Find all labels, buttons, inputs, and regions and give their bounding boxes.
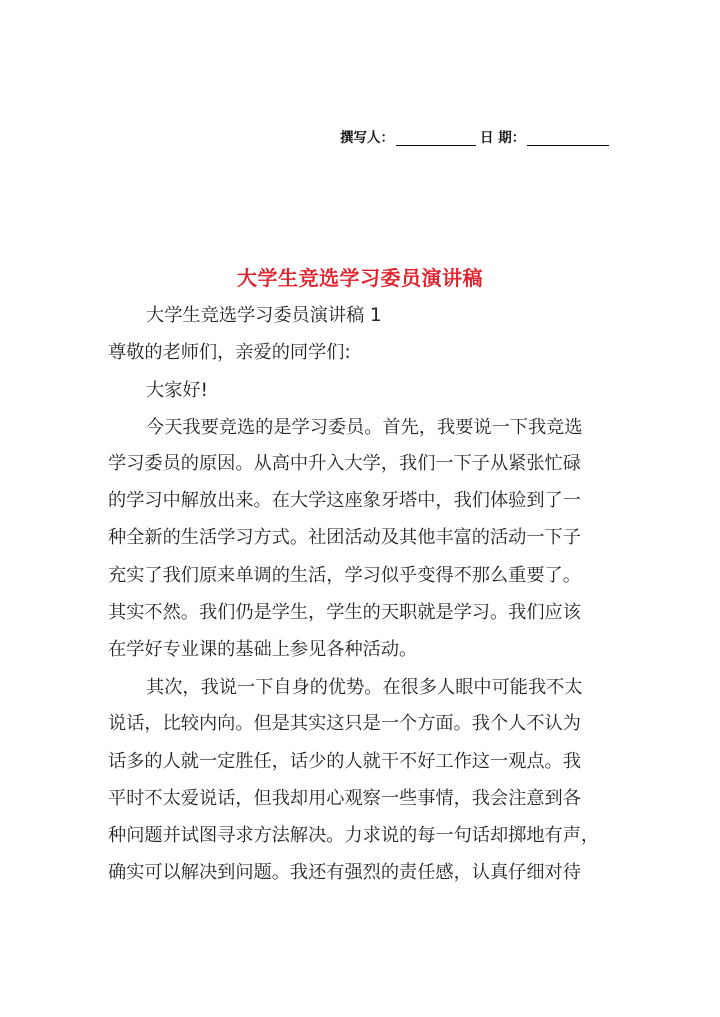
paragraph-line: 种全新的生活学习方式。社团活动及其他丰富的活动一下子 [108, 527, 581, 548]
paragraph-line: 其实不然。我们仍是学生，学生的天职就是学习。我们应该 [108, 602, 581, 623]
author-blank-line [396, 131, 476, 146]
paragraph-line: 说话，比较内向。但是其实这只是一个方面。我个人不认为 [108, 713, 581, 734]
paragraph-line: 确实可以解决到问题。我还有强烈的责任感，认真仔细对待 [108, 862, 581, 883]
paragraph-line: 今天我要竞选的是学习委员。首先，我要说一下我竞选 [146, 417, 583, 438]
paragraph-line: 的学习中解放出来。在大学这座象牙塔中，我们体验到了一 [108, 490, 581, 511]
paragraph-line: 在学好专业课的基础上参见各种活动。 [108, 639, 418, 660]
paragraph-line: 平时不太爱说话，但我却用心观察一些事情，我会注意到各 [108, 788, 581, 809]
paragraph-line: 种问题并试图寻求方法解决。力求说的每一句话却掷地有声， [108, 825, 600, 846]
salutation-line: 尊敬的老师们，亲爱的同学们: [108, 342, 351, 363]
subtitle-line: 大学生竞选学习委员演讲稿 1 [146, 305, 382, 326]
author-label: 撰写人： [340, 130, 394, 146]
document-title: 大学生竞选学习委员演讲稿 [237, 266, 483, 290]
date-blank-line [527, 131, 609, 146]
paragraph-line: 其次，我说一下自身的优势。在很多人眼中可能我不太 [146, 677, 583, 698]
paragraph-line: 话多的人就一定胜任，话少的人就干不好工作这一观点。我 [108, 751, 581, 772]
date-label: 日 期： [480, 130, 526, 146]
paragraph-line: 学习委员的原因。从高中升入大学，我们一下子从紧张忙碌 [108, 453, 581, 474]
greeting-line: 大家好! [146, 380, 208, 401]
paragraph-line: 充实了我们原来单调的生活，学习似乎变得不那么重要了。 [108, 565, 581, 586]
header-fields [340, 126, 612, 146]
